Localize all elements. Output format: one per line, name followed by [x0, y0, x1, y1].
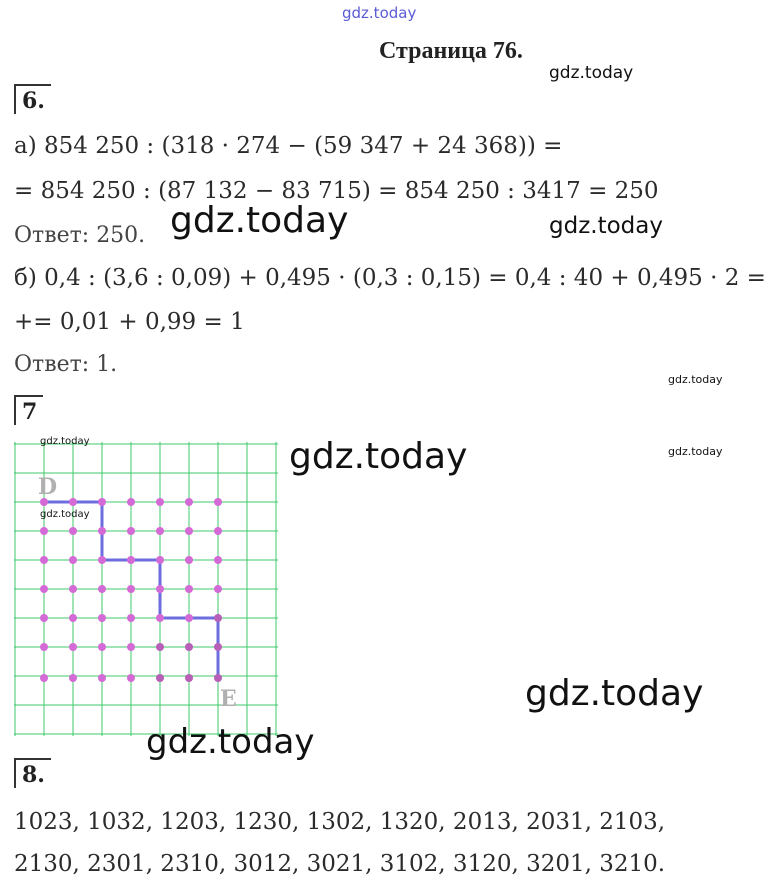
watermark: gdz.today: [289, 436, 468, 477]
grid-dot: [214, 614, 222, 622]
grid-dot: [185, 498, 193, 506]
grid-dot: [69, 614, 77, 622]
watermark: gdz.today: [40, 436, 90, 447]
task-number-8: 8.: [14, 758, 51, 788]
grid-dot: [69, 585, 77, 593]
grid-dot: [156, 674, 164, 682]
page-title: Страница 76.: [379, 38, 523, 64]
task-number-6: 6.: [14, 84, 51, 114]
grid-dot: [69, 643, 77, 651]
grid-dot: [214, 498, 222, 506]
grid-dot: [127, 585, 135, 593]
watermark: gdz.today: [668, 373, 723, 386]
watermark: gdz.today: [668, 445, 723, 458]
grid-dot: [156, 614, 164, 622]
grid-dot: [98, 498, 106, 506]
grid-dot: [156, 585, 164, 593]
grid-dot: [98, 527, 106, 535]
label-end: E: [220, 686, 237, 712]
grid-dot: [156, 643, 164, 651]
grid-dot: [98, 643, 106, 651]
task6-line-a1: а) 854 250 : (318 · 274 − (59 347 + 24 368)) =: [14, 133, 563, 159]
grid-dot: [127, 556, 135, 564]
grid-dot: [185, 585, 193, 593]
grid-dot: [127, 674, 135, 682]
grid-dot: [185, 614, 193, 622]
grid-dot: [156, 556, 164, 564]
task6-answer-a: Ответ: 250.: [14, 223, 146, 248]
grid-dot: [214, 674, 222, 682]
grid-dot: [40, 527, 48, 535]
grid-dot: [40, 585, 48, 593]
grid-dot: [127, 498, 135, 506]
task-number-7: 7: [14, 395, 43, 425]
grid-dot: [40, 643, 48, 651]
label-start: D: [38, 474, 58, 500]
grid-dot: [214, 527, 222, 535]
task6-line-b2: += 0,01 + 0,99 = 1: [14, 309, 245, 335]
grid-dot: [214, 556, 222, 564]
grid-dot: [214, 585, 222, 593]
grid-dot: [127, 643, 135, 651]
task6-line-a2: = 854 250 : (87 132 − 83 715) = 854 250 : 3417 = 250: [14, 178, 659, 204]
grid-dot: [156, 527, 164, 535]
grid-dot: [214, 643, 222, 651]
grid-dot: [185, 643, 193, 651]
grid-dot: [69, 556, 77, 564]
grid-dot: [127, 614, 135, 622]
grid-dot: [69, 527, 77, 535]
watermark: gdz.today: [525, 673, 704, 714]
grid-dot: [40, 614, 48, 622]
grid-dot: [98, 585, 106, 593]
grid-dot: [98, 556, 106, 564]
task6-answer-b: Ответ: 1.: [14, 352, 118, 377]
grid-dot: [185, 556, 193, 564]
watermark-top: gdz.today: [342, 4, 417, 22]
watermark: gdz.today: [146, 722, 315, 762]
grid-dot: [98, 614, 106, 622]
grid-dot: [69, 498, 77, 506]
task8-line-1: 1023, 1032, 1203, 1230, 1302, 1320, 2013, 2031, 2103,: [14, 809, 666, 835]
grid-dot: [40, 674, 48, 682]
watermark: gdz.today: [549, 63, 634, 83]
grid-dot: [127, 527, 135, 535]
watermark: gdz.today: [549, 213, 663, 239]
grid-dot: [40, 556, 48, 564]
grid-dot: [69, 674, 77, 682]
task8-line-2: 2130, 2301, 2310, 3012, 3021, 3102, 3120, 3201, 3210.: [14, 851, 666, 877]
grid-figure: [14, 436, 278, 736]
task6-line-b1: б) 0,4 : (3,6 : 0,09) + 0,495 · (0,3 : 0,15) = 0,4 : 40 + 0,495 · 2 =: [14, 265, 766, 291]
grid-dot: [156, 498, 164, 506]
grid-dot: [185, 674, 193, 682]
watermark: gdz.today: [40, 509, 90, 520]
grid-drawing: [14, 442, 278, 736]
watermark: gdz.today: [170, 200, 349, 241]
grid-dot: [185, 527, 193, 535]
grid-dot: [98, 674, 106, 682]
